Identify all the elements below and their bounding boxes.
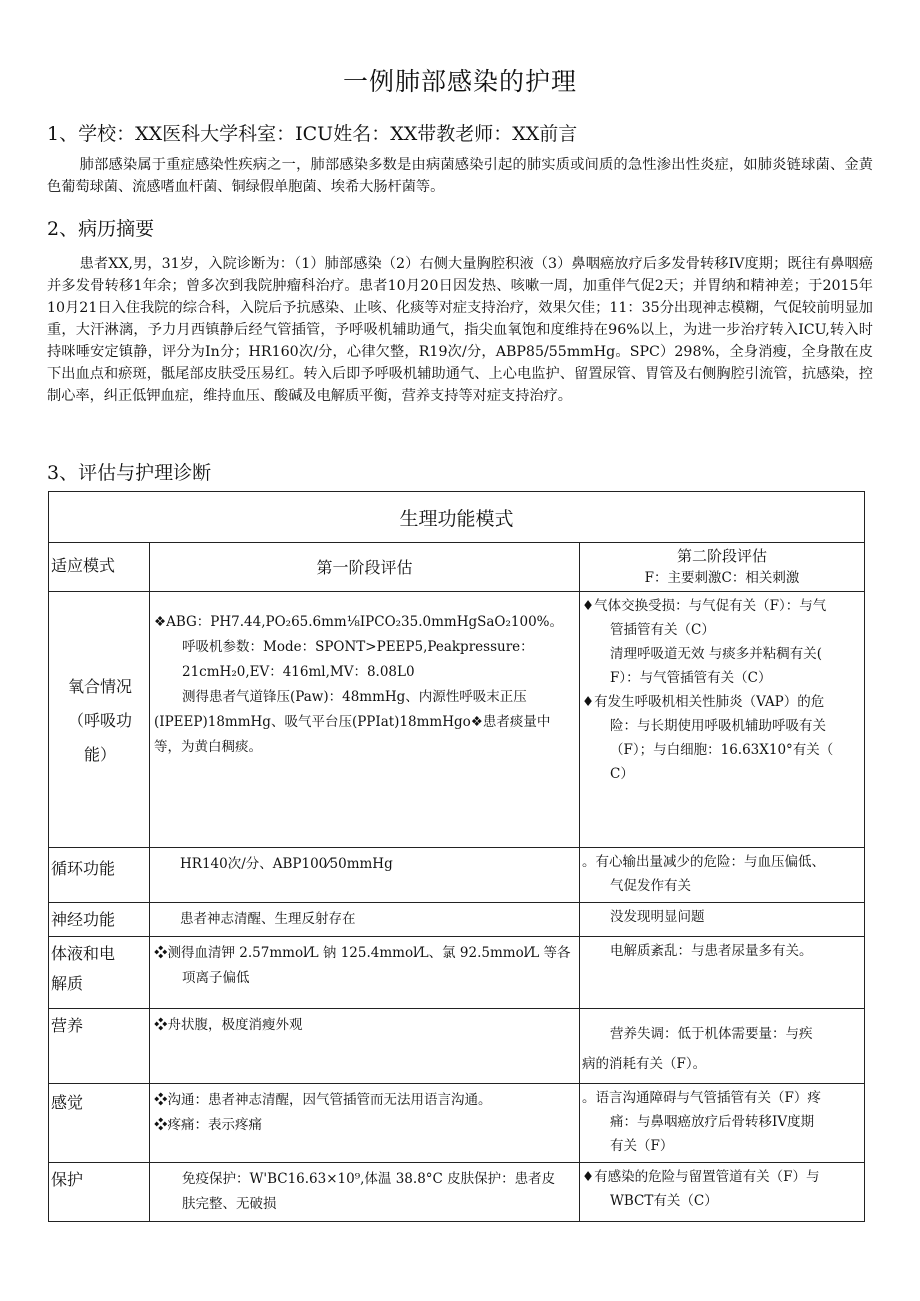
cell-line: 痛：与鼻咽癌放疗后骨转移IV度期 [610,1114,815,1130]
cell-line: 。语言沟通障碍与气管插管有关（F）疼 [582,1090,821,1106]
cell-line: 等，为黄白稠痰。 [154,739,262,755]
history-paragraph [47,253,873,407]
cell-line: ♦有感染的危险与留置管道有关（F）与 [582,1169,820,1185]
row-label-neuro: 神经功能 [49,903,150,937]
row-label-line: 氧合情况 [67,677,132,696]
protect-stage-1 [150,1163,580,1222]
section-1-heading: 1、学校：XX医科大学科室：ICU姓名：XX带教老师：XX前言 [47,123,578,145]
document-title: 一例肺部感染的护理 [342,67,577,96]
sense-stage-1 [150,1084,580,1163]
table-row [49,937,865,1009]
oxygen-stage-2 [580,592,865,848]
nutrition-stage-2 [580,1009,865,1084]
oxygen-stage-1 [150,592,580,848]
header-stage-2 [580,543,865,592]
history-text: 患者XX,男，31岁，入院诊断为：（1）肺部感染（2）右侧大量胸腔积液（3）鼻咽癌放疗后多发骨转移IV度期；既往有鼻咽癌并多发骨转移1年余；曾多次到我院肿瘤科治疗。患者10月20日因发热、咳嗽一周，加重伴气促2天；并胃纳和精神差；于2015年10月21日入住我院的综合科，入院后予抗感染、止咳、化痰等对症支持治疗，效果欠佳；11：35分出现神志模糊，气促较前明显加重，大汗淋漓，予力月西镇静后经气管插管，予呼吸机辅助通气，指尖血氧饱和度维持在96%以上，为进一步治疗转入ICU,转入时持咪唾安定镇静，评分为In分；HR160次/分，心律欠整，R19次/分，ABP85/55mmHg。SPC）298%，全身消瘦，全身散在皮下出血点和瘀斑，骶尾部皮肤受压易红。转入后即予呼吸机辅助通气、上心电监护、留置尿管、胃管及右侧胸腔引流管，抗感染，控制心率，纠正低钾血症，维持血压、酸碱及电解质平衡，营养支持等对症支持治疗。 [47,256,873,404]
section-2-heading: 2、病历摘要 [47,218,155,240]
cell-line: C） [610,766,634,782]
nutrition-stage-1: ❖舟状腹，极度消瘦外观 [150,1009,580,1084]
table-caption: 生理功能模式 [49,492,865,543]
cell-line: 营养失调：低于机体需要量：与疾 [610,1026,813,1042]
cell-line: 气促发作有关 [610,878,691,894]
cell-line: 测得患者气道锋压(Paw)：48mmHg、内源性呼吸末正压 [182,689,527,705]
fluid-stage-2: 电解质紊乱：与患者尿量多有关。 [580,937,865,1009]
neuro-stage-2: 没发现明显问题 [580,903,865,937]
assessment-table [48,491,865,1222]
cell-line: 。有心输出量减少的危险：与血压偏低、 [582,854,825,870]
table-caption-row [49,492,865,543]
cell-line: 免疫保护：W'BC16.63×10⁹,体温 38.8°C 皮肤保护：患者皮 [182,1171,556,1187]
row-label-protect: 保护 [49,1163,150,1222]
section-3-heading: 3、评估与护理诊断 [47,462,212,484]
row-label-line: （呼吸功 [67,711,132,730]
cell-line: 管插管有关（C） [610,622,715,638]
row-label-nutrition: 营养 [49,1009,150,1084]
header-stage-1: 第一阶段评估 [150,543,580,592]
row-label-sense: 感觉 [49,1084,150,1163]
cell-line: （F）；与白细胞：16.63X10°有关（ [610,742,834,758]
cell-line: ❖测得血清钾 2.57mmol⁄L 钠 125.4mmol⁄L、氯 92.5mmol⁄L 等各 [154,945,571,961]
cell-line: 项离子偏低 [182,970,250,986]
row-label-circulation: 循环功能 [49,848,150,903]
table-row [49,848,865,903]
header-stage-2-legend: F：主要刺激C：相关刺激 [644,570,800,586]
row-label-oxygen [49,592,150,848]
intro-text: 肺部感染属于重症感染性疾病之一，肺部感染多数是由病菌感染引起的肺实质或间质的急性渗出性炎症，如肺炎链球菌、金黄色葡萄球菌、流感嗜血杆菌、铜绿假单胞菌、埃希大肠杆菌等。 [47,157,873,195]
cell-line: (IPEEP)18mmHg、吸气平台压(PPIat)18mmHgo❖患者痰量中 [154,714,551,730]
cell-line: 清理呼吸道无效 与痰多并粘稠有关( [610,646,823,662]
sense-stage-2 [580,1084,865,1163]
fluid-stage-1 [150,937,580,1009]
table-row [49,1009,865,1084]
cell-line: ❖ABG：PH7.44,PO₂65.6mm⅛IPCO₂35.0mmHgSaO₂100%。 [154,614,563,630]
neuro-stage-1: 患者神志清醒、生理反射存在 [150,903,580,937]
table-header-row [49,543,865,592]
table-row [49,1163,865,1222]
cell-line: WBCT有关（C） [610,1193,718,1209]
cell-line: ❖沟通：患者神志清醒，因气管插管而无法用语言沟通。 [154,1092,492,1108]
circulation-stage-2 [580,848,865,903]
cell-line: F）：与气管插管有关（C） [610,670,772,686]
cell-line: 病的消耗有关（F）。 [582,1056,707,1072]
row-label-line: 解质 [51,974,84,993]
row-label-fluid [49,937,150,1009]
table-row [49,903,865,937]
row-label-line: 能） [83,745,116,764]
cell-line: 险：与长期使用呼吸机辅助呼吸有关 [610,718,826,734]
cell-line: 呼吸机参数：Mode：SPONT>PEEP5,Peakpressure： [182,639,534,655]
cell-line: 有关（F） [610,1138,674,1154]
protect-stage-2 [580,1163,865,1222]
cell-line: 21cmH₂0,EV：416ml,MV：8.08L0 [182,664,415,680]
table-row [49,592,865,848]
cell-line: ❖疼痛：表示疼痛 [154,1117,262,1133]
row-label-line: 体液和电 [51,944,116,963]
intro-paragraph [47,154,873,198]
table-row [49,1084,865,1163]
cell-line: ♦气体交换受损：与气促有关（F）：与气 [582,598,827,614]
header-adapt-mode: 适应模式 [49,543,150,592]
cell-line: ♦有发生呼吸机相关性肺炎（VAP）的危 [582,694,825,710]
header-stage-2-title: 第二阶段评估 [677,547,768,565]
circulation-stage-1: HR140次/分、ABP100⁄50mmHg [150,848,580,903]
cell-line: 肤完整、无破损 [182,1196,277,1212]
